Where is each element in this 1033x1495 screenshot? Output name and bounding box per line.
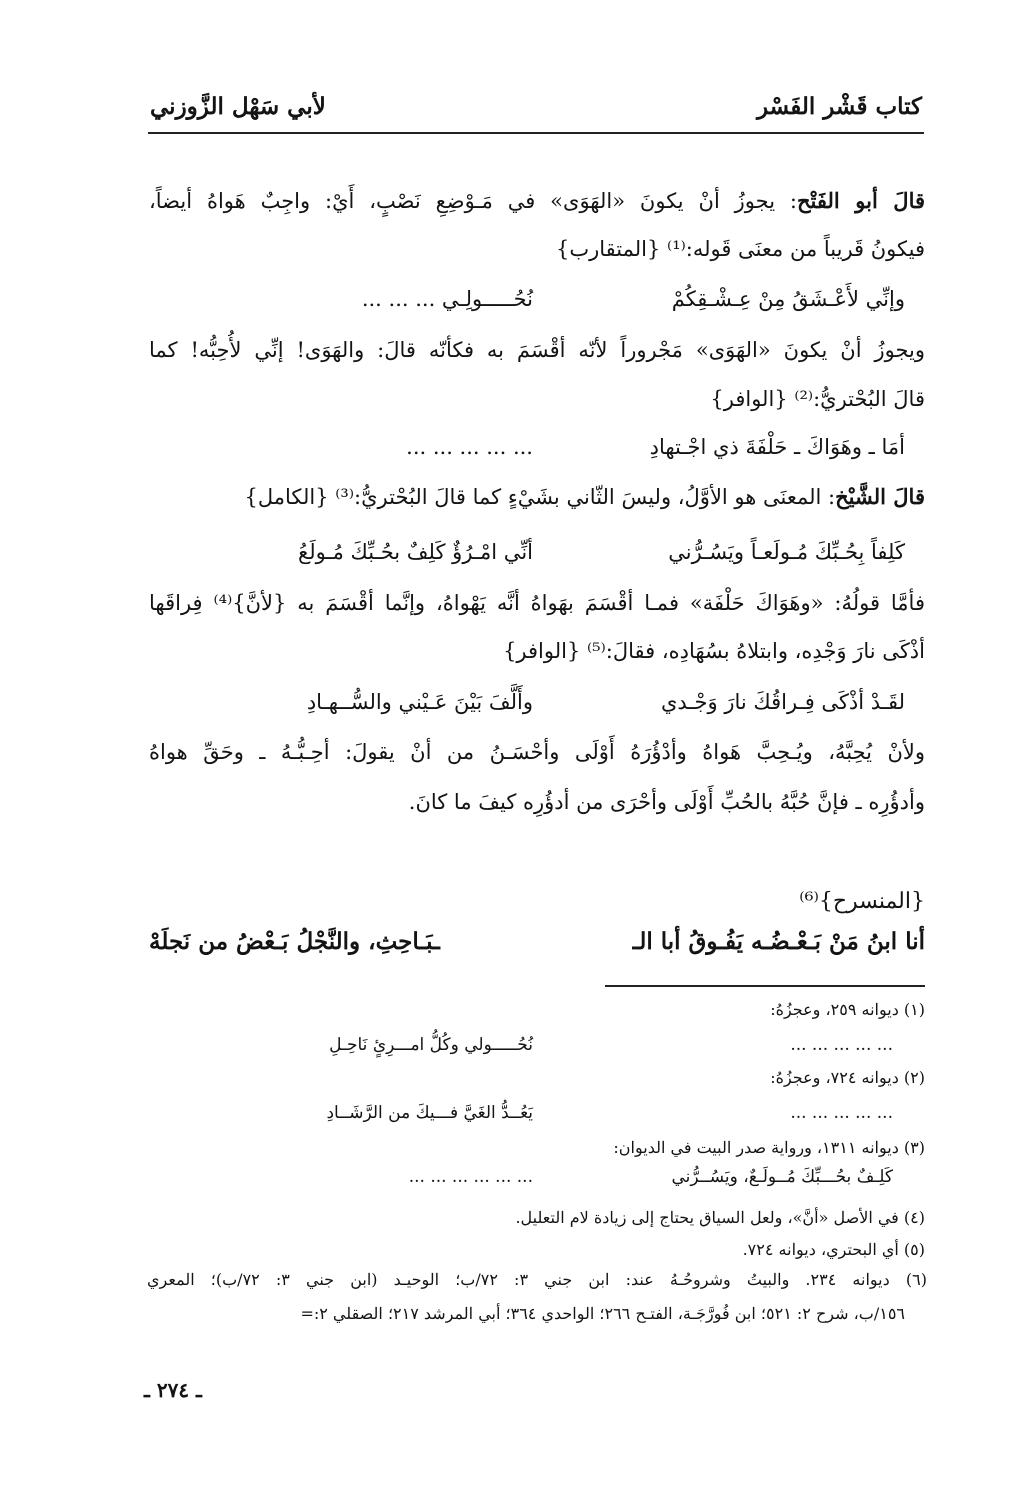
footnote-2-second-hemistich: يَعُــدُّ الغَيَّ فـــيكَ من الرَّشَــادِ bbox=[326, 1103, 533, 1123]
paragraph-4-line-1: فأمَّا قولُهُ: «وهَوَاكَ حَلْفَة» فمـا أقْسَمَ بهَواهُ أنَّه يَهْواهُ، وإنَّما أقْسَمَ به {لأنَّ}⁽⁴⁾ فِراقَها bbox=[149, 591, 925, 615]
verse-6-first-hemistich: أنا ابنُ مَنْ بَـعْـضُـه يَفُـوقُ أبا الـ bbox=[632, 928, 925, 955]
footnote-2: (٢) ديوانه ٧٢٤، وعجزُهُ: bbox=[770, 1068, 925, 1087]
meter-label-munsarih: {المنسرح}⁽⁶⁾ bbox=[799, 889, 925, 914]
verse-1-first-hemistich: وإنِّي لأَعْـشَقُ مِنْ عِـشْـقِكُمْ bbox=[671, 287, 905, 311]
paragraph-text: : المعنَى هو الأوَّلُ، وليسَ الثّاني بشَيْءٍ كما قالَ البُحْتريُّ:⁽³⁾ {الكامل} bbox=[244, 485, 836, 509]
page-number: ـ ٢٧٤ ـ bbox=[144, 1378, 202, 1402]
verse-2-second-hemistich: ... ... ... ... ... bbox=[406, 435, 533, 459]
verse-3-first-hemistich: كَلِفاً بِحُـبِّكَ مُـولَعـاً ويَسُـرُّني bbox=[668, 540, 905, 564]
footnote-3: (٣) ديوانه ١٣١١، ورواية صدر البيت في الديوان: bbox=[613, 1138, 925, 1157]
footnote-1: (١) ديوانه ٢٥٩، وعجزُهُ: bbox=[770, 1000, 925, 1019]
footnote-6-line-1: (٦) ديوانه ٢٣٤. والبيتُ وشروحُـهُ عند: ابن جني ٣: ٧٢/ب؛ الوحيـد (ابن جني ٣: ٧٢/ب)؛ المعري bbox=[147, 1270, 927, 1289]
paragraph-4-line-2: أذْكَى نارَ وَجْدِه، وابتلاهُ بسُهَادِه، فقالَ:⁽⁵⁾ {الوافر} bbox=[503, 639, 925, 663]
verse-2-first-hemistich: أمَا ـ وهَوَاكَ ـ حَلْفَةَ ذي اجْـتهادِ bbox=[649, 435, 905, 459]
speaker-abu-alfath: قالَ أبو الفَتْح bbox=[797, 188, 925, 213]
verse-3-second-hemistich: أنِّي امْـرُؤٌ كَلِفٌ بحُـبِّكَ مُـولَعُ bbox=[298, 540, 533, 564]
footnote-3-first-hemistich: كَلِـفٌ بحُـــبِّكَ مُــولَـعٌ، ويَسُــرُّني bbox=[671, 1167, 893, 1187]
author-name: لأبي سَهْل الزَّوزني bbox=[150, 93, 326, 120]
footnote-separator bbox=[605, 985, 925, 987]
verse-1-second-hemistich: نُحُـــــولِـي ... ... ... bbox=[361, 287, 533, 311]
book-title: كتاب قَشْر الفَسْر bbox=[756, 93, 922, 120]
footnote-2-first-hemistich: ... ... ... ... ... bbox=[790, 1103, 893, 1123]
paragraph-2-line-2: قالَ البُحْتريُّ:⁽²⁾ {الوافر} bbox=[710, 387, 925, 411]
verse-6-second-hemistich: ـبَـاحِثِ، والنَّجْلُ بَـعْضُ من نَجلَهْ bbox=[149, 928, 440, 955]
paragraph-3-line-1 bbox=[149, 480, 925, 514]
footnote-3-second-hemistich: ... ... ... ... ... ... bbox=[408, 1167, 533, 1187]
paragraph-text: : يجوزُ أنْ يكونَ «الهَوَى» في مَـوْضِعِ نَصْبٍ، أَيْ: واجِبٌ هَواهُ أيضاً، bbox=[149, 189, 797, 213]
footnote-4: (٤) في الأصل «أنَّ»، ولعل السياق يحتاج إلى زيادة لام التعليل. bbox=[515, 1208, 925, 1227]
speaker-al-shaykh: قالَ الشَّيْخ bbox=[835, 484, 925, 509]
verse-4-first-hemistich: لقَـدْ أذْكَى فِـراقُكَ نارَ وَجْـدي bbox=[660, 690, 905, 714]
paragraph-1-line-1 bbox=[149, 184, 925, 218]
paragraph-1-line-2: فيكونُ قَريباً من معنَى قَوله:⁽¹⁾ {المتقارب} bbox=[555, 237, 925, 261]
footnote-5: (٥) أي البحتري، ديوانه ٧٢٤. bbox=[742, 1240, 925, 1259]
paragraph-5-line-2: وأدؤُرِه ـ فإنَّ حُبَّهُ بالحُبِّ أَوْلَى وأحْرَى من أدؤُرِه كيفَ ما كانَ. bbox=[408, 790, 925, 814]
header-rule bbox=[148, 132, 924, 134]
footnote-1-first-hemistich: ... ... ... ... ... bbox=[790, 1035, 893, 1055]
paragraph-2-line-1: ويجوزُ أنْ يكونَ «الهَوَى» مَجْروراً لأنّه أقْسَمَ به فكأنّه قالَ: والهَوَى! إنِّي لأُحِبُّه! كما bbox=[149, 338, 925, 362]
footnote-6-line-2: ١٥٦/ب، شرح ٢: ٥٢١؛ ابن فُورَّجَـة، الفتـح ٢٦٦؛ الواحدي ٣٦٤؛ أبي المرشد ٢١٧؛ الصقلي ٢:= bbox=[300, 1304, 905, 1323]
verse-4-second-hemistich: وأَلَّفَ بَيْنَ عَـيْني والسُّــهـادِ bbox=[306, 690, 533, 714]
footnote-1-second-hemistich: نُحُـــــولي وكُلُّ امـــرِئٍ نَاحِـلِ bbox=[329, 1035, 533, 1055]
paragraph-5-line-1: ولأنْ يُحِبَّهُ، ويُـحِبَّ هَواهُ وأدْؤُرَهُ أَوْلَى وأحْسَـنُ من أنْ يقولَ: أحِـبُّـهُ ـ وحَقِّ هواهُ bbox=[149, 740, 925, 764]
